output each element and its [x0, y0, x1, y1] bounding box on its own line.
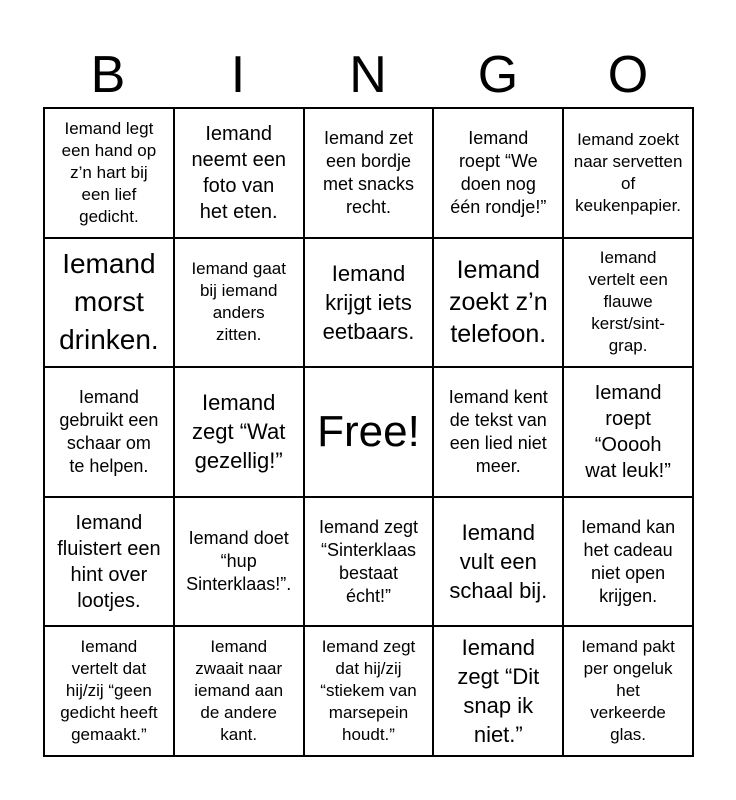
cell-text: Iemand zegt “Dit snap ik niet.”: [457, 635, 540, 748]
cell-text: Iemand morst drinken.: [59, 248, 159, 356]
cell-text: Iemand vertelt dat hij/zij “geen gedicht heeft gemaakt.”: [60, 637, 158, 745]
cell-text: Iemand neemt een foto van het eten.: [191, 122, 286, 223]
cell-text: Iemand zwaait naar iemand aan de andere kant.: [194, 637, 284, 745]
header-letter-n: N: [349, 46, 387, 104]
free-label: Free!: [317, 406, 420, 456]
cell-text: Iemand kan het cadeau niet open krijgen.: [581, 516, 676, 606]
bingo-cell[interactable]: [44, 626, 174, 756]
bingo-cell[interactable]: [44, 497, 174, 627]
bingo-cell[interactable]: [563, 626, 693, 756]
cell-text: Iemand roept “Ooooh wat leuk!”: [585, 381, 671, 482]
cell-text: Iemand krijgt iets eetbaars.: [322, 260, 415, 344]
bingo-cell[interactable]: [174, 238, 304, 368]
cell-text: Iemand zegt “Sinterklaas bestaat écht!”: [318, 516, 419, 606]
cell-text: Iemand vertelt een flauwe kerst/sint- grap.: [588, 248, 668, 356]
cell-text: Iemand zoekt z’n telefoon.: [448, 256, 548, 349]
bingo-cell[interactable]: [563, 108, 693, 238]
cell-text: Iemand kent de tekst van een lied niet meer.: [448, 386, 548, 476]
cell-text: Iemand gaat bij iemand anders zitten.: [191, 259, 286, 345]
header-letter-g: G: [477, 46, 519, 104]
bingo-cell[interactable]: [304, 497, 434, 627]
header-letter-i: I: [230, 46, 246, 104]
cell-text: Iemand zoekt naar servetten of keukenpapier.: [573, 129, 683, 215]
header-letter-b: B: [90, 46, 126, 104]
bingo-cell[interactable]: [174, 497, 304, 627]
bingo-cell[interactable]: [433, 108, 563, 238]
bingo-cell[interactable]: [174, 626, 304, 756]
cell-text: Iemand gebruikt een schaar om te helpen.: [59, 386, 159, 476]
bingo-card: [43, 107, 694, 757]
bingo-cell[interactable]: [174, 367, 304, 497]
bingo-cell[interactable]: [174, 108, 304, 238]
cell-text: Iemand doet “hup Sinterklaas!”.: [186, 528, 292, 595]
bingo-cell[interactable]: [433, 626, 563, 756]
bingo-cell[interactable]: [563, 238, 693, 368]
bingo-cell[interactable]: [44, 238, 174, 368]
bingo-cell[interactable]: [304, 626, 434, 756]
bingo-cell[interactable]: [433, 367, 563, 497]
bingo-cell[interactable]: [563, 497, 693, 627]
cell-text: Iemand zet een bordje met snacks recht.: [322, 127, 414, 217]
bingo-cell[interactable]: [433, 238, 563, 368]
header-letter-o: O: [607, 46, 649, 104]
bingo-cell[interactable]: [304, 238, 434, 368]
bingo-cell[interactable]: [433, 497, 563, 627]
cell-text: Iemand pakt per ongeluk het verkeerde glas.: [581, 637, 675, 745]
cell-text: Iemand fluistert een hint over lootjes.: [57, 511, 161, 612]
free-cell[interactable]: [304, 367, 434, 497]
bingo-cell[interactable]: [44, 367, 174, 497]
bingo-header: [43, 45, 693, 105]
bingo-cell[interactable]: [304, 108, 434, 238]
cell-text: Iemand zegt “Wat gezellig!”: [192, 390, 286, 474]
cell-text: Iemand vult een schaal bij.: [449, 520, 548, 604]
bingo-cell[interactable]: [563, 367, 693, 497]
cell-text: Iemand roept “We doen nog één rondje!”: [450, 127, 547, 217]
cell-text: Iemand legt een hand op z’n hart bij een lief gedicht.: [61, 118, 157, 226]
cell-text: Iemand zegt dat hij/zij “stiekem van marsepein houdt.”: [320, 637, 417, 745]
bingo-cell[interactable]: [44, 108, 174, 238]
